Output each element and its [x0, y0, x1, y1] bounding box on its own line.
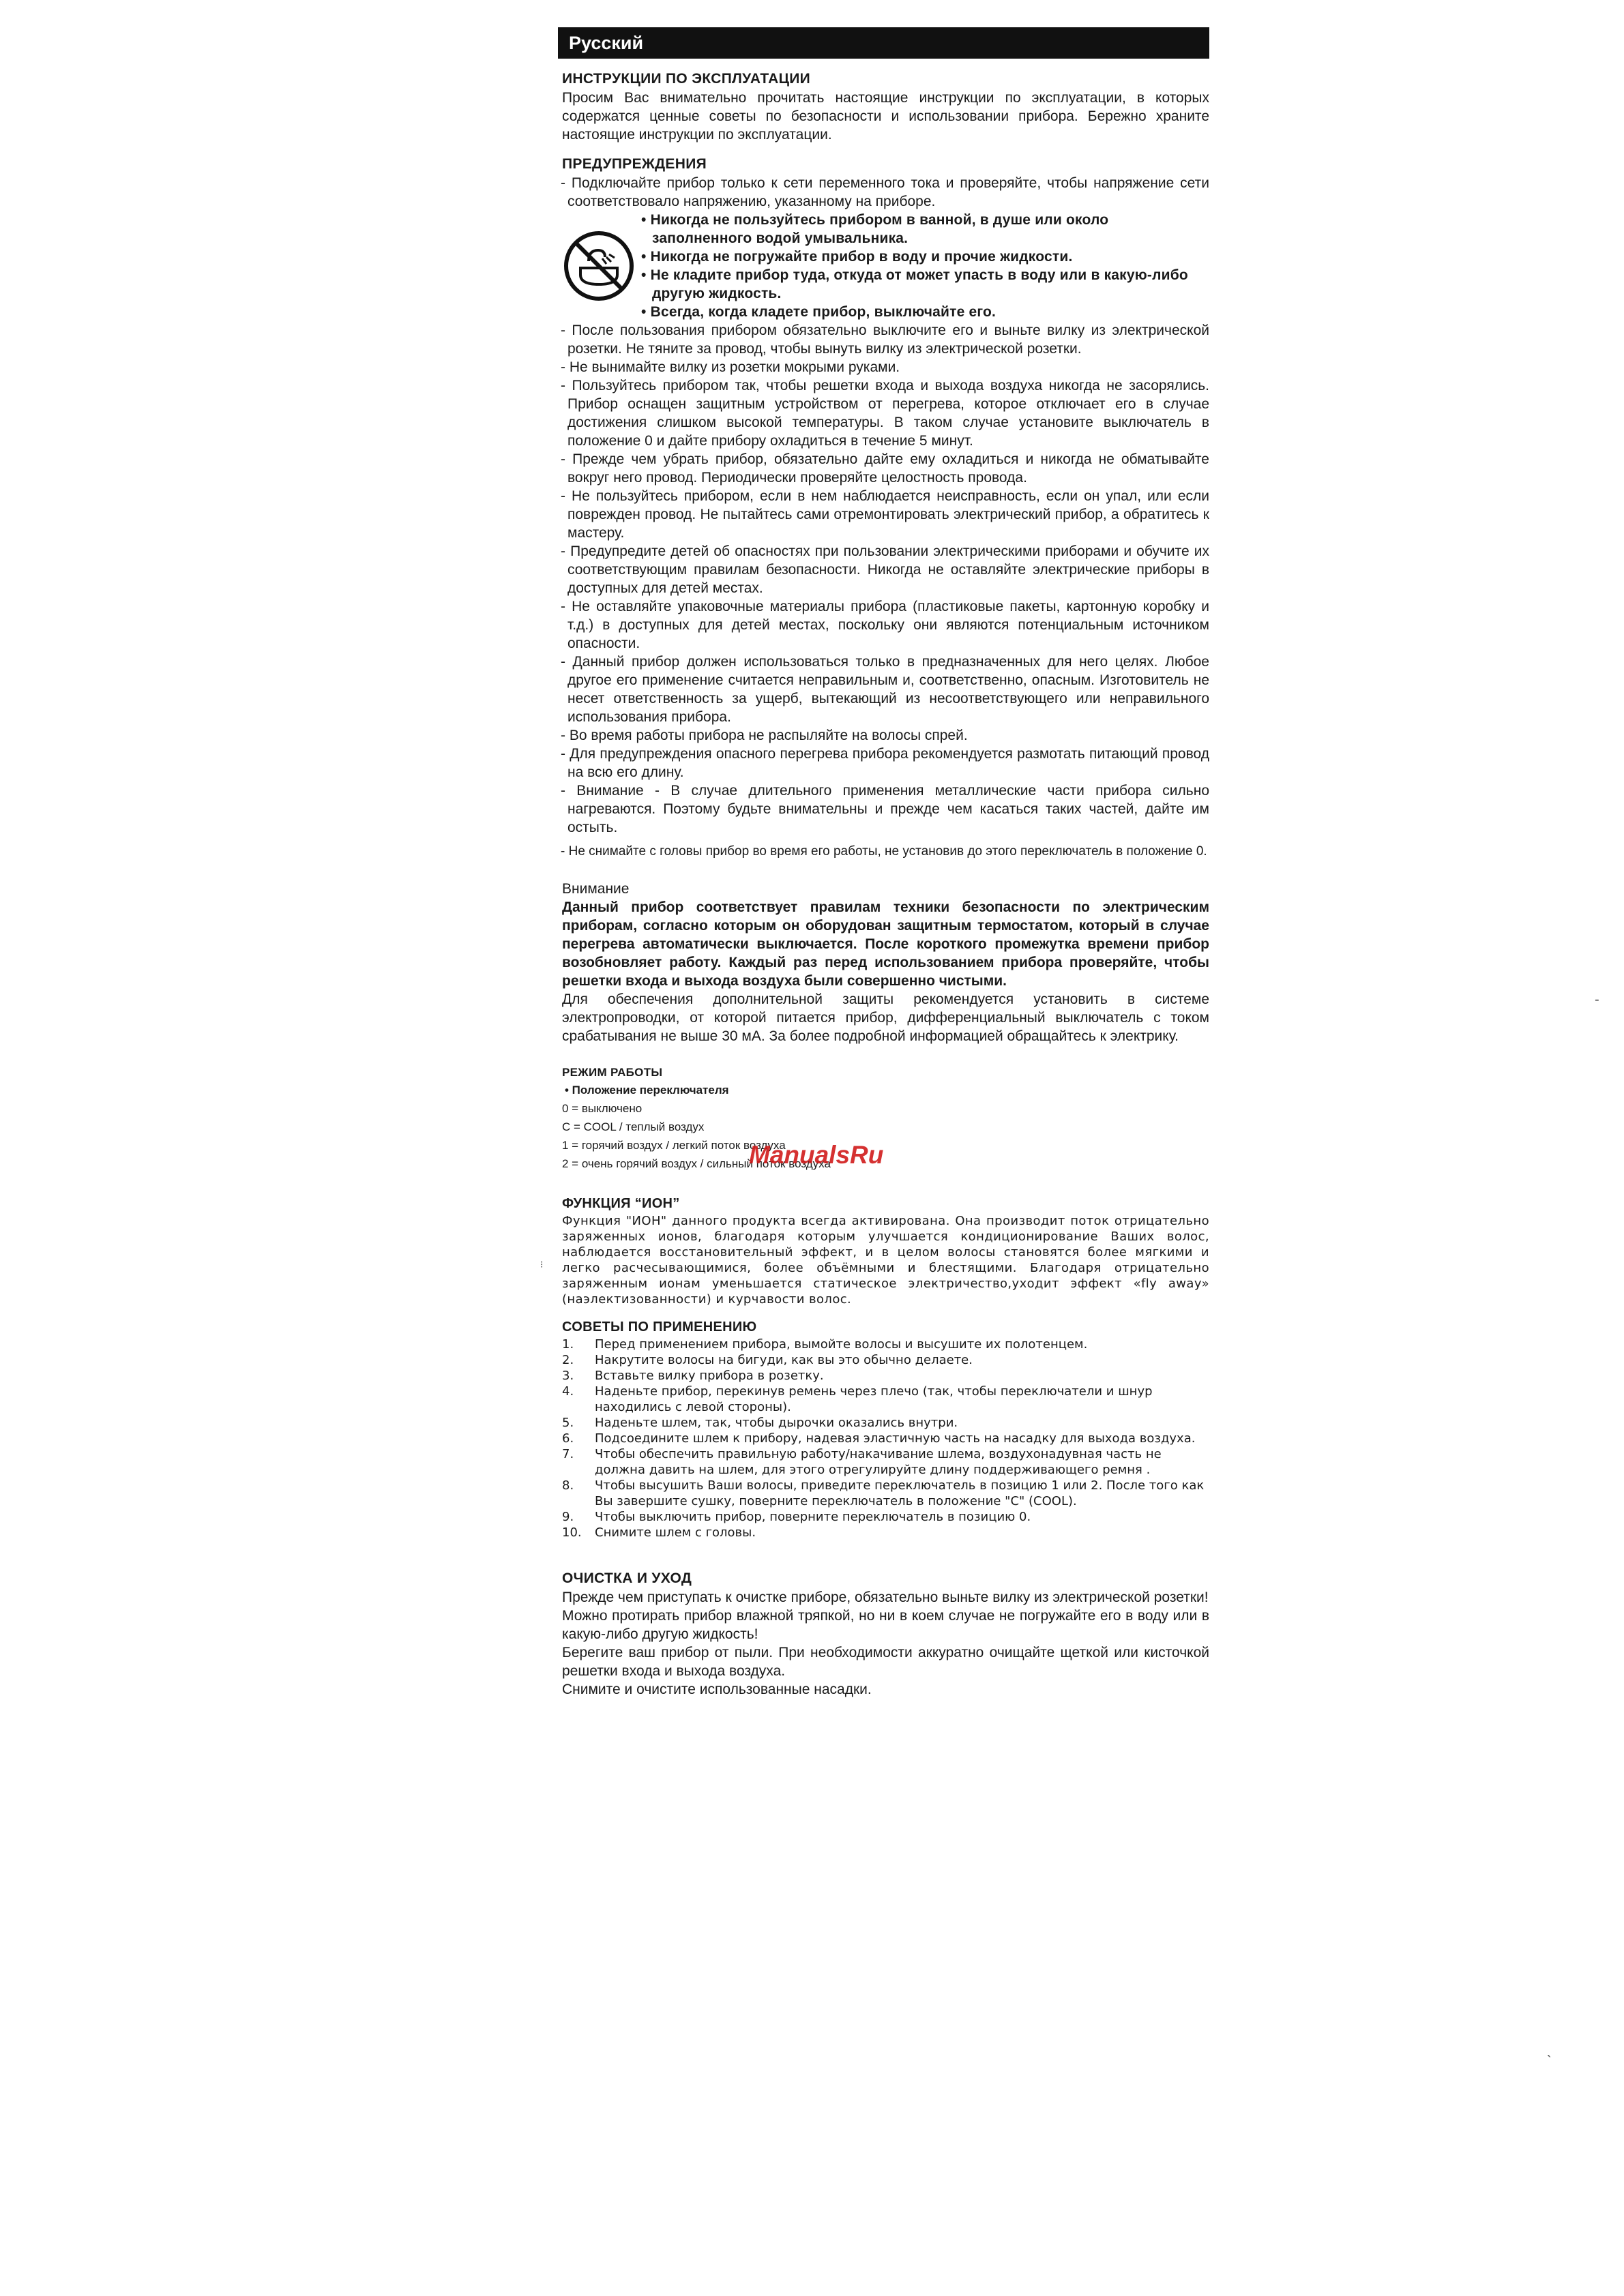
no-water-warning-block — [558, 211, 1209, 321]
tip-item: 7. Чтобы обеспечить правильную работу/накачивание шлема, воздухонадувная часть не должна давить на шлем, для этого отрегулируйте длину поддерживающего ремня . — [562, 1447, 1162, 1477]
tip-item: 9. Чтобы выключить прибор, поверните переключатель в позицию 0. — [562, 1510, 1031, 1524]
bold-warning-item: • Не кладите прибор туда, откуда от может упасть в воду или в какую-либо другую жидкость. — [641, 267, 1188, 301]
cleaning-paragraph: Можно протирать прибор влажной тряпкой, но ни в коем случае не погружайте его в воду или в какую-либо другую жидкость! — [562, 1608, 1209, 1642]
attention-bold-text: Данный прибор соответствует правилам техники безопасности по электрическим приборам, согласно которым он оборудован защитным термостатом, который в случае перегрева автоматически выключается. После короткого промежутка времени прибор возобновляет работу. Каждый раз перед использованием прибора проверяйте, чтобы решетки входа и выхода воздуха были совершенно чистыми. — [562, 899, 1209, 989]
cleaning-paragraph: Снимите и очистите использованные насадки. — [562, 1682, 872, 1697]
language-header: Русский — [558, 27, 1209, 59]
warning-item: - Не вынимайте вилку из розетки мокрыми руками. — [561, 359, 900, 375]
mode-item: C = COOL / теплый воздух — [562, 1120, 705, 1133]
bold-warning-item: • Всегда, когда кладете прибор, выключайте его. — [641, 304, 996, 320]
warning-item: - Предупредите детей об опасностях при пользовании электрическими приборами и обучите их соответствующим правилам безопасности. Никогда не оставляйте электрические приборы в доступных для детей местах. — [561, 543, 1209, 596]
tips-title: СОВЕТЫ ПО ПРИМЕНЕНИЮ — [562, 1320, 757, 1335]
mode-item: 1 = горячий воздух / легкий поток воздуха — [562, 1139, 786, 1152]
warning-item: - Пользуйтесь прибором так, чтобы решетки входа и выхода воздуха никогда не засорялись. Прибор оснащен защитным устройством от перегрева, которое отключает его в случае достижения слишком высокой температуры. В таком случае установите выключатель в положение 0 и дайте прибору охладиться в течение 5 минут. — [561, 378, 1209, 449]
scan-mark: - — [1595, 992, 1599, 1007]
bold-warning-item: • Никогда не пользуйтесь прибором в ванной, в душе или около заполненного водой умывальника. — [641, 212, 1109, 246]
tip-item: 1. Перед применением прибора, вымойте волосы и высушите их полотенцем. — [562, 1337, 1088, 1352]
tips-list — [558, 1337, 1209, 1540]
tip-item: 2. Накрутите волосы на бигуди, как вы это обычно делаете. — [562, 1353, 973, 1367]
cleaning-paragraph: Берегите ваш прибор от пыли. При необходимости аккуратно очищайте щеткой или кисточкой решетки входа и выхода воздуха. — [562, 1645, 1209, 1679]
instructions-title: ИНСТРУКЦИИ ПО ЭКСПЛУАТАЦИИ — [562, 71, 811, 87]
attention-text: Для обеспечения дополнительной защиты рекомендуется установить в системе электропроводки, от которой питается прибор, дифференциальный выключатель с током срабатывания не выше 30 мА. За более подробной информацией обращайтесь к электрику. — [562, 992, 1209, 1044]
manual-page — [558, 27, 1209, 1699]
scan-mark: ` — [1547, 2054, 1552, 2069]
warning-item: - Подключайте прибор только к сети переменного тока и проверяйте, чтобы напряжение сети соответствовало напряжению, указанному на приборе. — [561, 175, 1209, 209]
attention-label: Внимание — [562, 881, 630, 897]
warning-item: - Не пользуйтесь прибором, если в нем наблюдается неисправность, если он упал, или если поврежден провод. Не пытайтесь сами отремонтировать электрический прибор, а обратитесь к мастеру. — [561, 488, 1209, 541]
mode-item: 2 = очень горячий воздух / сильный поток воздуха — [562, 1157, 831, 1170]
tip-item: 4. Наденьте прибор, перекинув ремень через плечо (так, чтобы переключатели и шнур находились с левой стороны). — [562, 1384, 1153, 1414]
tip-item: 8. Чтобы высушить Ваши волосы, приведите переключатель в позицию 1 или 2. После того как Вы завершите сушку, поверните переключатель в положение "C" (COOL). — [562, 1478, 1205, 1508]
warnings-title: ПРЕДУПРЕЖДЕНИЯ — [562, 156, 707, 172]
bold-warning-item: • Никогда не погружайте прибор в воду и прочие жидкости. — [641, 249, 1073, 265]
cleaning-paragraph: Прежде чем приступать к очистке приборе, обязательно выньте вилку из электрической розетки! — [562, 1590, 1209, 1605]
warning-item: - Во время работы прибора не распыляйте на волосы спрей. — [561, 728, 968, 743]
modes-title: РЕЖИМ РАБОТЫ — [562, 1066, 663, 1079]
scan-mark: ⁝ — [540, 1259, 544, 1270]
tip-item: 10. Снимите шлем с головы. — [562, 1525, 756, 1540]
no-bath-icon — [558, 211, 640, 321]
tip-item: 6. Подсоедините шлем к прибору, надевая эластичную часть на насадку для выхода воздуха. — [562, 1431, 1196, 1446]
instructions-text: Просим Вас внимательно прочитать настоящие инструкции по эксплуатации, в которых содержатся ценные советы по безопасности и использовании прибора. Бережно храните настоящие инструкции по эксплуатации. — [562, 90, 1209, 143]
ion-title: ФУНКЦИЯ “ИОН” — [562, 1196, 680, 1211]
bold-warning-list — [640, 211, 1209, 321]
tip-item: 3. Вставьте вилку прибора в розетку. — [562, 1369, 824, 1383]
modes-list — [558, 1081, 1209, 1173]
warning-item: - Прежде чем убрать прибор, обязательно дайте ему охладиться и никогда не обматывайте вокруг него провод. Периодически проверяйте целостность провода. — [561, 451, 1209, 486]
warning-item: - Не оставляйте упаковочные материалы прибора (пластиковые пакеты, картонную коробку и т.д.) в доступных для детей местах, поскольку они являются потенциальным источником опасности. — [561, 599, 1209, 651]
tip-item: 5. Наденьте шлем, так, чтобы дырочки оказались внутри. — [562, 1416, 958, 1430]
warning-item: - Данный прибор должен использоваться только в предназначенных для него целях. Любое другое его применение считается неправильным и, соответственно, опасным. Изготовитель не несет ответственность за ущерб, вытекающий из несоответствующего или неправильного использования прибора. — [561, 654, 1209, 725]
modes-heading: • Положение переключателя — [565, 1084, 729, 1097]
ion-text: Функция "ИОН" данного продукта всегда активирована. Она производит поток отрицательно заряженных ионов, благодаря которым улучшается кондиционирование Ваших волос, наблюдается восстановительный эффект, и в целом волосы становятся более мягкими и легко расчесывающимися, более объёмными и блестящими. Благодаря отрицательно заряженным ионам уменьшается статическое электричество,уходит эффект «fly away» (наэлектизованности) и курчавости волос. — [562, 1214, 1209, 1307]
warning-item: - После пользования прибором обязательно выключите его и выньте вилку из электрической розетки. Не тяните за провод, чтобы вынуть вилку из электрической розетки. — [561, 323, 1209, 357]
warning-item: - Внимание - В случае длительного применения металлические части прибора сильно нагреваются. Поэтому будьте внимательны и прежде чем касаться таких частей, дайте им остыть. — [561, 783, 1209, 835]
watermark-logo: ManualsRu — [749, 1141, 884, 1169]
mode-item: 0 = выключено — [562, 1102, 643, 1115]
cleaning-title: ОЧИСТКА И УХОД — [562, 1570, 692, 1586]
warning-item-last: - Не снимайте с головы прибор во время его работы, не установив до этого переключатель в положение 0. — [561, 844, 1207, 859]
warning-item: - Для предупреждения опасного перегрева прибора рекомендуется размотать питающий провод на всю его длину. — [561, 746, 1209, 780]
